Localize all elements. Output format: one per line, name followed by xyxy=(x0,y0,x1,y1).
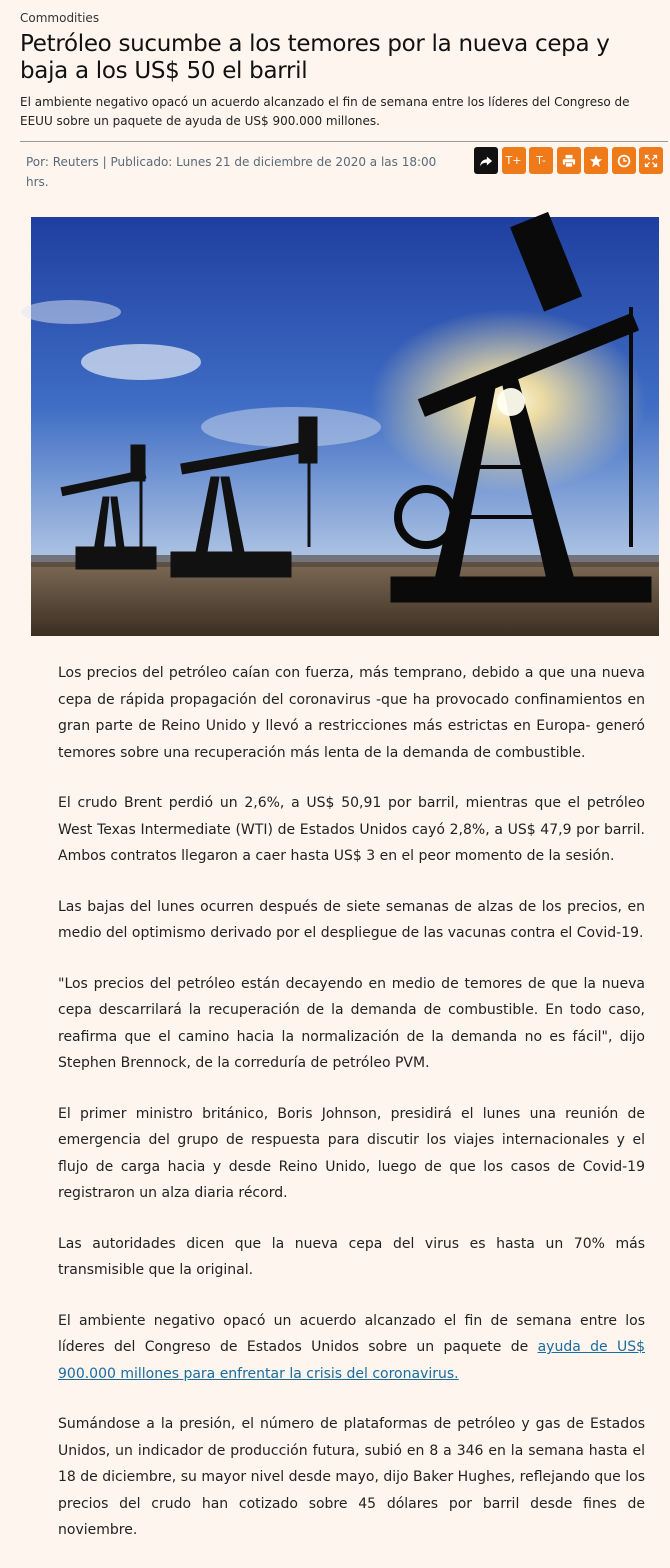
article-image xyxy=(31,217,659,636)
history-button[interactable] xyxy=(612,147,636,174)
expand-button[interactable] xyxy=(639,147,663,174)
article-lead: El ambiente negativo opacó un acuerdo alcanzado el fin de semana entre los líderes del Congreso de EEUU sobre un paquete de ayuda de US$ 900.000 millones. xyxy=(20,95,630,128)
article-toolbar xyxy=(474,147,663,174)
expand-icon xyxy=(644,154,658,168)
printer-icon xyxy=(562,154,576,168)
paragraph: Las autoridades dicen que la nueva cepa del virus es hasta un 70% más transmisible que la original. xyxy=(58,1235,645,1278)
byline: Por: Reuters | Publicado: Lunes 21 de diciembre de 2020 a las 18:00 hrs. xyxy=(26,155,437,189)
page-title: Petróleo sucumbe a los temores por la nueva cepa y baja a los US$ 50 el barril xyxy=(20,31,610,84)
share-icon xyxy=(479,154,493,168)
print-button[interactable] xyxy=(557,147,581,174)
favorite-button[interactable] xyxy=(584,147,608,174)
aid-package-link[interactable]: ayuda de US$ 900.000 millones para enfrentar la crisis del coronavirus. xyxy=(58,1339,645,1382)
paragraph-text: El ambiente negativo opacó un acuerdo alcanzado el fin de semana entre los líderes del Congreso de Estados Unidos sobre un paquete de xyxy=(58,1312,645,1355)
oil-pumpjacks-photo xyxy=(31,217,659,636)
section-label[interactable]: Commodities xyxy=(20,11,100,25)
paragraph: Las bajas del lunes ocurren después de siete semanas de alzas de los precios, en medio del optimismo derivado por el despliegue de las vacunas contra el Covid-19. xyxy=(58,898,645,941)
font-increase-button[interactable]: T+ xyxy=(502,147,526,174)
paragraph: Los precios del petróleo caían con fuerza, más temprano, debido a que una nueva cepa de rápida propagación del coronavirus -que ha provocado confinamientos en gran parte de Reino Unido y llevó a restricciones más estrictas en Europa- generó temores sobre una recuperación más lenta de la demanda de combustible. xyxy=(58,665,645,761)
clock-icon xyxy=(617,154,631,168)
font-decrease-button[interactable]: T- xyxy=(529,147,553,174)
paragraph: Sumándose a la presión, el número de plataformas de petróleo y gas de Estados Unidos, un indicador de producción futura, subió en 8 a 346 en la semana hasta el 18 de diciembre, su mayor nivel desde mayo, dijo Baker Hughes, reflejando que los precios del crudo han cotizado sobre 45 dólares por barril desde fines de noviembre. xyxy=(58,1416,645,1538)
star-icon xyxy=(589,154,603,168)
paragraph: El crudo Brent perdió un 2,6%, a US$ 50,91 por barril, mientras que el petróleo West Texas Intermediate (WTI) de Estados Unidos cayó 2,8%, a US$ 47,9 por barril. Ambos contratos llegaron a caer hasta US$ 3 en el peor momento de la sesión. xyxy=(58,795,645,864)
share-button[interactable] xyxy=(474,147,498,174)
paragraph: "Los precios del petróleo están decayendo en medio de temores de que la nueva cepa descarrilará la recuperación de la demanda de combustible. En todo caso, reafirma que el camino hacia la normalización de la demanda no es fácil", dijo Stephen Brennock, de la correduría de petróleo PVM. xyxy=(58,975,645,1071)
paragraph xyxy=(58,1308,645,1388)
article-body xyxy=(58,660,645,1568)
divider xyxy=(20,141,668,142)
paragraph: El primer ministro británico, Boris Johnson, presidirá el lunes una reunión de emergencia del grupo de respuesta para discutir los viajes internacionales y el flujo de carga hacia y desde Reino Unido, luego de que los casos de Covid-19 registraron un alza diaria récord. xyxy=(58,1105,645,1201)
